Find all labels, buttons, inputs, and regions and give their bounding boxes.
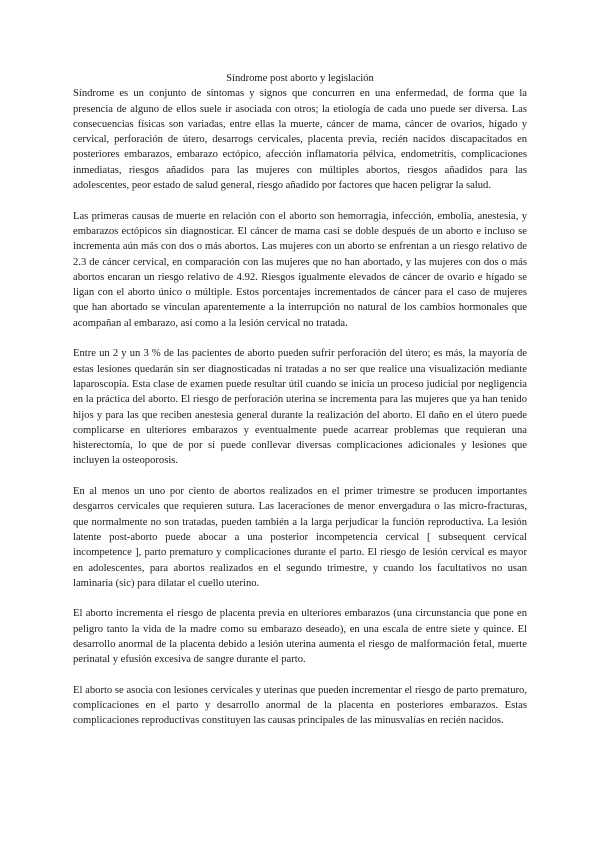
page-title: Síndrome post aborto y legislación: [226, 73, 374, 84]
document-page: [73, 71, 527, 744]
paragraph-4: En al menos un uno por ciento de abortos realizados en el primer trimestre se producen importantes desgarros cervicales que requieren sutura. Las laceraciones de menor envergadura o las micro-fracturas, que normalmente no son tratadas, pueden también a la larga perjudicar la función reproductiva. La lesión latente post-aborto puede abocar a una posterior incompetencia cervical [ subsequent cervical incompetence ], parto prematuro y complicaciones durante el parto. El riesgo de lesión cervical es mayor en adolescentes, para abortos realizados en el segundo trimestre, y cuando los facultativos no usan laminaria (sic) para dilatar el cuello uterino.: [73, 486, 527, 589]
paragraph-3: Entre un 2 y un 3 % de las pacientes de aborto pueden sufrir perforación del útero; es más, la mayoría de estas lesiones quedarán sin ser diagnosticadas ni tratadas a no ser que realice una visualización mediante laparoscopia. Esta clase de examen puede resultar útil cuando se inicia un proceso judicial por negligencia en la práctica del aborto. El riesgo de perforación uterina se incrementa para las mujeres que ya han tenido hijos y para las que reciben anestesia general durante la realización del aborto. El daño en el útero puede complicarse en ulteriores embarazos y eventualmente puede acarrear problemas que requieran una histerectomía, lo que de por sí puede conllevar diversas complicaciones adicionales y lesiones que incluyen la osteoporosis.: [73, 348, 527, 467]
paragraph-1: Síndrome es un conjunto de síntomas y signos que concurren en una enfermedad, de forma que la presencia de alguno de ellos suele ir asociada con otros; la etiología de cada uno puede ser diversa. Las consecuencias físicas son variadas, entre ellas la muerte, cáncer de mama, cáncer de ovarios, hígado y cervical, perforación de útero, desarrogs cervicales, placenta previa, recién nacidos discapacitados en posteriores embarazos, embarazo ectópico, afección inflamatoria pélvica, endometritis, complicaciones inmediatas, riesgos añadidos para las mujeres con múltiples abortos, riesgos añadidos para las adolescentes, peor estado de salud general, riesgo añadido por factores que hacen peligrar la salud.: [73, 88, 527, 192]
paragraph-6: El aborto se asocia con lesiones cervicales y uterinas que pueden incrementar el riesgo de parto prematuro, complicaciones en el parto y desarrollo anormal de la placenta en posteriores embarazos. Estas complicaciones reproductivas constituyen las causas principales de las minusvalías en recién nacidos.: [73, 684, 527, 727]
paragraph-2: Las primeras causas de muerte en relación con el aborto son hemorragia, infección, embolia, anestesia, y embarazos ectópicos sin diagnosticar. El cáncer de mama casi se doble después de un aborto e incluso se incrementa aún más con dos o más abortos. Las mujeres con un aborto se enfrentan a un riesgo relativo de 2.3 de cáncer cervical, en comparación con las mujeres que no han abortado, y las mujeres con dos o más abortos encaran un riesgo relativo de 4.92. Riesgos igualmente elevados de cáncer de ovario e hígado se ligan con el aborto único o múltiple. Estos porcentajes incrementados de cáncer para el caso de mujeres que han abortado se vinculan aparentemente a la interrupción no natural de los cambios hormonales que acompañan al embarazo, así como a la lesión cervical no tratada.: [73, 210, 527, 329]
paragraph-5: El aborto incrementa el riesgo de placenta previa en ulteriores embarazos (una circunstancia que pone en peligro tanto la vida de la madre como su embarazo deseado), en una escala de entre siete y quince. El desarrollo anormal de la placenta debido a lesión uterina aumenta el riesgo de malformación fetal, muerte perinatal y efusión excesiva de sangre durante el parto.: [73, 608, 527, 666]
